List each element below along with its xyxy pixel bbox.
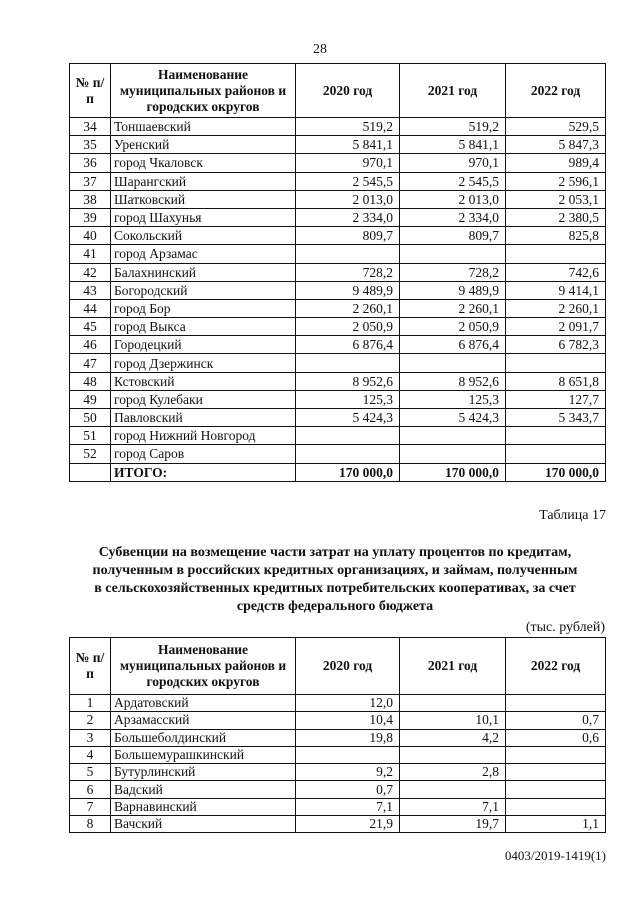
value-2021-cell: 809,7 [400,227,506,245]
table-row [70,118,606,136]
district-name-cell: Ардатовский [111,695,296,712]
table-row [70,208,606,226]
value-2020-cell: 2 013,0 [296,190,400,208]
value-2021-cell: 5 841,1 [400,136,506,154]
value-2021-cell: 2 050,9 [400,318,506,336]
row-number-cell: 50 [70,409,111,427]
row-number-cell: 38 [70,190,111,208]
col-header-2021: 2021 год [400,64,506,118]
value-2021-cell: 2 260,1 [400,299,506,317]
district-name-cell: город Выкса [111,318,296,336]
row-number-cell: 4 [70,746,111,763]
table-row [70,372,606,390]
table-row [70,281,606,299]
value-2021-cell [400,354,506,372]
table-row [70,816,606,833]
value-2020-cell: 728,2 [296,263,400,281]
value-2022-cell [506,445,606,463]
value-2022-cell: 2 596,1 [506,172,606,190]
table-row [70,695,606,712]
row-number-cell: 49 [70,390,111,408]
row-number-cell: 6 [70,781,111,798]
district-name-cell: город Чкаловск [111,154,296,172]
value-2021-cell: 6 876,4 [400,336,506,354]
value-2021-cell: 9 489,9 [400,281,506,299]
value-2021-cell: 170 000,0 [400,463,506,481]
value-2022-cell [506,781,606,798]
value-2020-cell: 519,2 [296,118,400,136]
value-2021-cell: 5 424,3 [400,409,506,427]
table-label: Таблица 17 [539,508,606,523]
district-name-cell: ИТОГО: [111,463,296,481]
district-name-cell: Варнавинский [111,798,296,815]
value-2021-cell [400,245,506,263]
district-name-cell: Арзамасский [111,712,296,729]
value-2020-cell: 2 334,0 [296,208,400,226]
subsidy-table-16 [69,63,606,482]
value-2020-cell: 5 424,3 [296,409,400,427]
table-row [70,227,606,245]
value-2021-cell: 8 952,6 [400,372,506,390]
row-number-cell: 42 [70,263,111,281]
value-2022-cell: 127,7 [506,390,606,408]
col-header-2022: 2022 год [506,64,606,118]
table-row [70,136,606,154]
value-2022-cell: 742,6 [506,263,606,281]
value-2021-cell: 10,1 [400,712,506,729]
table-row [70,427,606,445]
value-2022-cell: 2 260,1 [506,299,606,317]
table-row [70,781,606,798]
row-number-cell: 7 [70,798,111,815]
col-header-2020: 2020 год [296,64,400,118]
value-2022-cell [506,798,606,815]
value-2021-cell: 728,2 [400,263,506,281]
row-number-cell: 37 [70,172,111,190]
value-2020-cell: 8 952,6 [296,372,400,390]
district-name-cell: город Шахунья [111,208,296,226]
table-header-row [70,64,606,118]
table-row [70,712,606,729]
district-name-cell: Шарангский [111,172,296,190]
value-2020-cell: 5 841,1 [296,136,400,154]
table-row [70,154,606,172]
value-2022-cell: 529,5 [506,118,606,136]
table-row [70,336,606,354]
row-number-cell: 3 [70,729,111,746]
row-number-cell: 40 [70,227,111,245]
col-header-2022: 2022 год [506,638,606,695]
table-row [70,354,606,372]
value-2022-cell: 2 380,5 [506,208,606,226]
value-2021-cell [400,781,506,798]
row-number-cell: 51 [70,427,111,445]
table-row [70,190,606,208]
table-row [70,245,606,263]
value-2022-cell: 5 847,3 [506,136,606,154]
value-2020-cell: 170 000,0 [296,463,400,481]
page-number: 28 [313,42,327,57]
value-2022-cell: 9 414,1 [506,281,606,299]
value-2021-cell: 7,1 [400,798,506,815]
district-name-cell: город Дзержинск [111,354,296,372]
col-header-number: № п/п [70,64,111,118]
value-2020-cell: 7,1 [296,798,400,815]
value-2022-cell [506,746,606,763]
value-2021-cell: 2 334,0 [400,208,506,226]
table-row [70,445,606,463]
row-number-cell: 46 [70,336,111,354]
value-2020-cell: 10,4 [296,712,400,729]
value-2021-cell: 19,7 [400,816,506,833]
value-2020-cell: 9,2 [296,764,400,781]
district-name-cell: Тоншаевский [111,118,296,136]
table-title-line: полученным в российских кредитных организациях, и займам, полученным [92,563,578,578]
district-name-cell: Бутурлинский [111,764,296,781]
value-2022-cell: 0,6 [506,729,606,746]
table-title-line: средств федерального бюджета [236,599,434,614]
value-2022-cell: 0,7 [506,712,606,729]
table-row [70,409,606,427]
col-header-2021: 2021 год [400,638,506,695]
table-title [40,544,630,616]
value-2022-cell [506,695,606,712]
value-2021-cell: 2 545,5 [400,172,506,190]
value-2022-cell: 5 343,7 [506,409,606,427]
district-name-cell: Балахнинский [111,263,296,281]
col-header-2020: 2020 год [296,638,400,695]
value-2022-cell: 1,1 [506,816,606,833]
table-total-row [70,463,606,481]
table-row [70,746,606,763]
district-name-cell: Вадский [111,781,296,798]
col-header-district: Наименование муниципальных районов и городских округов [111,64,296,118]
row-number-cell: 43 [70,281,111,299]
value-2020-cell: 970,1 [296,154,400,172]
table-row [70,390,606,408]
value-2020-cell [296,245,400,263]
value-2020-cell: 2 545,5 [296,172,400,190]
value-2021-cell [400,695,506,712]
table-title-line: в сельскохозяйственных кредитных потребительских кооперативах, за счет [94,581,576,596]
table-row [70,263,606,281]
row-number-cell: 34 [70,118,111,136]
table-row [70,729,606,746]
row-number-cell: 36 [70,154,111,172]
table-row [70,764,606,781]
row-number-cell: 44 [70,299,111,317]
row-number-cell: 35 [70,136,111,154]
row-number-cell: 1 [70,695,111,712]
table-title-line: Субвенции на возмещение части затрат на уплату процентов по кредитам, [98,545,572,560]
value-2020-cell: 12,0 [296,695,400,712]
subsidy-table-17 [69,637,606,833]
value-2022-cell: 2 053,1 [506,190,606,208]
district-name-cell: Богородский [111,281,296,299]
district-name-cell: Большемурашкинский [111,746,296,763]
value-2020-cell: 0,7 [296,781,400,798]
value-2021-cell: 2,8 [400,764,506,781]
value-2020-cell [296,427,400,445]
table-row [70,172,606,190]
value-2022-cell: 825,8 [506,227,606,245]
units-label: (тыс. рублей) [525,620,605,635]
col-header-district: Наименование муниципальных районов и городских округов [111,638,296,695]
table-header-row [70,638,606,695]
district-name-cell: Кстовский [111,372,296,390]
value-2022-cell: 989,4 [506,154,606,172]
district-name-cell: город Арзамас [111,245,296,263]
value-2020-cell [296,354,400,372]
value-2020-cell: 2 050,9 [296,318,400,336]
district-name-cell: Большеболдинский [111,729,296,746]
district-name-cell: город Нижний Новгород [111,427,296,445]
value-2021-cell: 2 013,0 [400,190,506,208]
document-code: 0403/2019-1419(1) [504,848,606,863]
value-2020-cell: 21,9 [296,816,400,833]
value-2021-cell: 519,2 [400,118,506,136]
value-2022-cell: 2 091,7 [506,318,606,336]
value-2020-cell: 9 489,9 [296,281,400,299]
row-number-cell: 47 [70,354,111,372]
value-2022-cell: 6 782,3 [506,336,606,354]
district-name-cell: город Саров [111,445,296,463]
row-number-cell: 5 [70,764,111,781]
district-name-cell: Вачский [111,816,296,833]
row-number-cell [70,463,111,481]
value-2022-cell [506,245,606,263]
row-number-cell: 52 [70,445,111,463]
row-number-cell: 48 [70,372,111,390]
district-name-cell: город Кулебаки [111,390,296,408]
value-2022-cell: 170 000,0 [506,463,606,481]
row-number-cell: 8 [70,816,111,833]
table-row [70,299,606,317]
value-2021-cell: 125,3 [400,390,506,408]
value-2020-cell: 809,7 [296,227,400,245]
value-2021-cell [400,746,506,763]
value-2020-cell: 2 260,1 [296,299,400,317]
row-number-cell: 45 [70,318,111,336]
value-2020-cell [296,746,400,763]
district-name-cell: Уренский [111,136,296,154]
value-2022-cell [506,354,606,372]
value-2021-cell [400,427,506,445]
value-2020-cell: 125,3 [296,390,400,408]
row-number-cell: 39 [70,208,111,226]
value-2020-cell: 19,8 [296,729,400,746]
value-2022-cell [506,427,606,445]
table-row [70,798,606,815]
district-name-cell: Шатковский [111,190,296,208]
col-header-number: № п/п [70,638,111,695]
value-2020-cell [296,445,400,463]
value-2022-cell: 8 651,8 [506,372,606,390]
district-name-cell: Городецкий [111,336,296,354]
value-2021-cell [400,445,506,463]
value-2020-cell: 6 876,4 [296,336,400,354]
row-number-cell: 41 [70,245,111,263]
district-name-cell: Сокольский [111,227,296,245]
district-name-cell: город Бор [111,299,296,317]
row-number-cell: 2 [70,712,111,729]
district-name-cell: Павловский [111,409,296,427]
value-2021-cell: 970,1 [400,154,506,172]
value-2021-cell: 4,2 [400,729,506,746]
value-2022-cell [506,764,606,781]
table-row [70,318,606,336]
